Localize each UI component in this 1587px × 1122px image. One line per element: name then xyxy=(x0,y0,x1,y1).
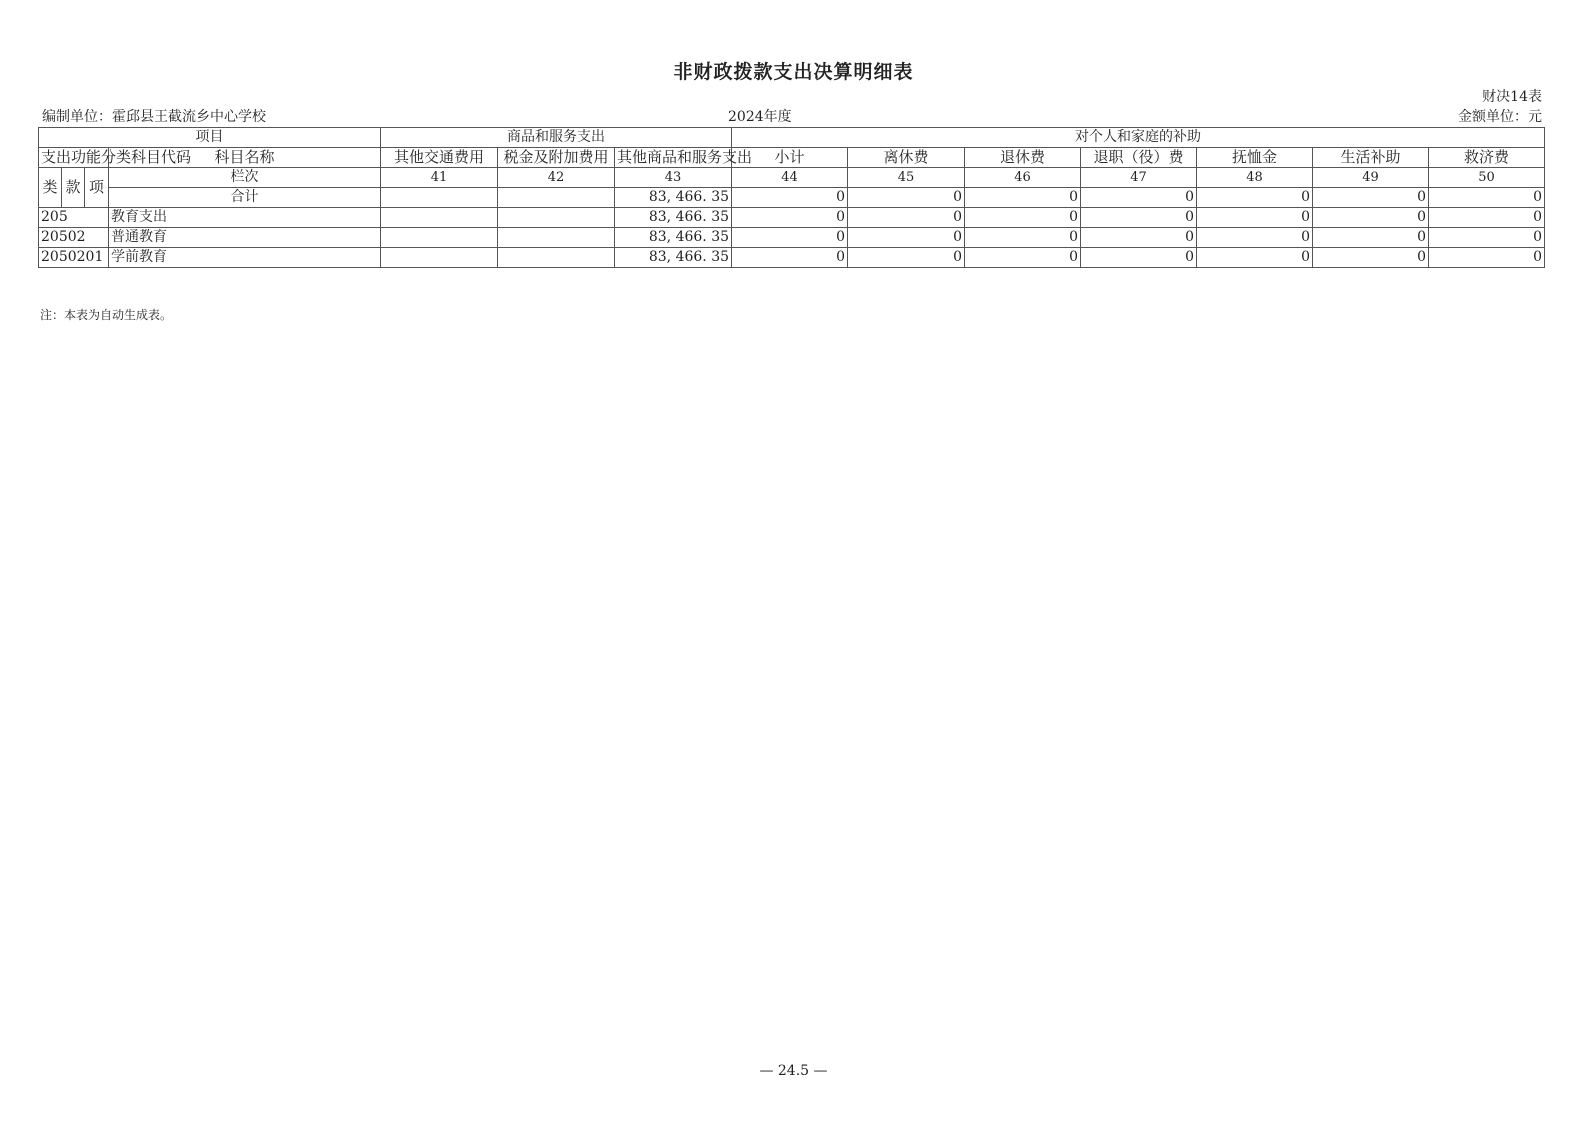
cell-46: 0 xyxy=(965,208,1081,228)
cell-41 xyxy=(381,188,498,208)
cell-44: 0 xyxy=(732,208,848,228)
cell-43: 83, 466. 35 xyxy=(615,228,732,248)
col-num-48: 48 xyxy=(1197,168,1313,188)
row-name: 学前教育 xyxy=(109,248,381,268)
cell-49: 0 xyxy=(1313,248,1429,268)
col-num-50: 50 xyxy=(1429,168,1545,188)
header-row-1 xyxy=(39,128,1545,148)
cell-49: 0 xyxy=(1313,188,1429,208)
cell-41 xyxy=(381,208,498,228)
cell-50: 0 xyxy=(1429,188,1545,208)
cell-44: 0 xyxy=(732,248,848,268)
cell-48: 0 xyxy=(1197,188,1313,208)
money-unit: 金额单位：元 xyxy=(1458,109,1542,125)
cell-47: 0 xyxy=(1081,208,1197,228)
cell-49: 0 xyxy=(1313,208,1429,228)
header-retire-leave: 离休费 xyxy=(848,148,965,168)
cell-48: 0 xyxy=(1197,248,1313,268)
header-relief: 救济费 xyxy=(1429,148,1545,168)
cell-46: 0 xyxy=(965,228,1081,248)
cell-50: 0 xyxy=(1429,248,1545,268)
cell-48: 0 xyxy=(1197,228,1313,248)
cell-47: 0 xyxy=(1081,248,1197,268)
cell-46: 0 xyxy=(965,188,1081,208)
cell-43: 83, 466. 35 xyxy=(615,208,732,228)
cell-50: 0 xyxy=(1429,228,1545,248)
col-num-43: 43 xyxy=(615,168,732,188)
fiscal-year: 2024年度 xyxy=(728,109,792,125)
row-name: 合计 xyxy=(109,188,381,208)
header-living: 生活补助 xyxy=(1313,148,1429,168)
cell-47: 0 xyxy=(1081,228,1197,248)
header-other-goods: 其他商品和服务支出 xyxy=(615,148,732,168)
table-row xyxy=(39,248,1545,268)
form-number: 财决14表 xyxy=(1482,89,1542,105)
col-num-42: 42 xyxy=(498,168,615,188)
unit-info-row xyxy=(42,106,1542,126)
header-func-code: 支出功能分类科目代码 xyxy=(39,148,109,168)
cell-42 xyxy=(498,228,615,248)
header-row-2 xyxy=(39,148,1545,168)
cell-49: 0 xyxy=(1313,228,1429,248)
header-lanci: 栏次 xyxy=(109,168,381,188)
cell-45: 0 xyxy=(848,188,965,208)
col-num-41: 41 xyxy=(381,168,498,188)
cell-45: 0 xyxy=(848,248,965,268)
header-row-3 xyxy=(39,168,1545,188)
header-other-transport: 其他交通费用 xyxy=(381,148,498,168)
cell-45: 0 xyxy=(848,208,965,228)
col-num-49: 49 xyxy=(1313,168,1429,188)
page-number: — 24.5 — xyxy=(759,1063,828,1079)
header-lei: 类 xyxy=(39,168,62,208)
col-num-47: 47 xyxy=(1081,168,1197,188)
row-name: 普通教育 xyxy=(109,228,381,248)
org-unit: 编制单位：霍邱县王截流乡中心学校 xyxy=(42,109,266,125)
cell-44: 0 xyxy=(732,188,848,208)
cell-45: 0 xyxy=(848,228,965,248)
header-subtotal: 小计 xyxy=(732,148,848,168)
header-goods-services: 商品和服务支出 xyxy=(381,128,732,148)
cell-47: 0 xyxy=(1081,188,1197,208)
table-note: 注：本表为自动生成表。 xyxy=(40,308,173,322)
cell-46: 0 xyxy=(965,248,1081,268)
col-num-45: 45 xyxy=(848,168,965,188)
header-project: 项目 xyxy=(39,128,381,148)
cell-48: 0 xyxy=(1197,208,1313,228)
total-row xyxy=(39,188,1545,208)
row-code: 205 xyxy=(39,208,109,228)
header-retire: 退休费 xyxy=(965,148,1081,168)
header-xiang: 项 xyxy=(85,168,109,208)
col-num-46: 46 xyxy=(965,168,1081,188)
row-name: 教育支出 xyxy=(109,208,381,228)
table-row xyxy=(39,208,1545,228)
row-code: 2050201 xyxy=(39,248,109,268)
cell-42 xyxy=(498,208,615,228)
cell-42 xyxy=(498,248,615,268)
header-kuan: 款 xyxy=(62,168,85,208)
cell-50: 0 xyxy=(1429,208,1545,228)
expenditure-table xyxy=(38,127,1545,268)
header-personal-family: 对个人和家庭的补助 xyxy=(732,128,1545,148)
row-code: 20502 xyxy=(39,228,109,248)
cell-43: 83, 466. 35 xyxy=(615,188,732,208)
header-subject-name: 科目名称 xyxy=(109,148,381,168)
cell-43: 83, 466. 35 xyxy=(615,248,732,268)
cell-42 xyxy=(498,188,615,208)
header-tax: 税金及附加费用 xyxy=(498,148,615,168)
cell-41 xyxy=(381,228,498,248)
header-resign: 退职（役）费 xyxy=(1081,148,1197,168)
cell-44: 0 xyxy=(732,228,848,248)
col-num-44: 44 xyxy=(732,168,848,188)
header-pension: 抚恤金 xyxy=(1197,148,1313,168)
table-row xyxy=(39,228,1545,248)
cell-41 xyxy=(381,248,498,268)
page-title: 非财政拨款支出决算明细表 xyxy=(673,61,914,83)
